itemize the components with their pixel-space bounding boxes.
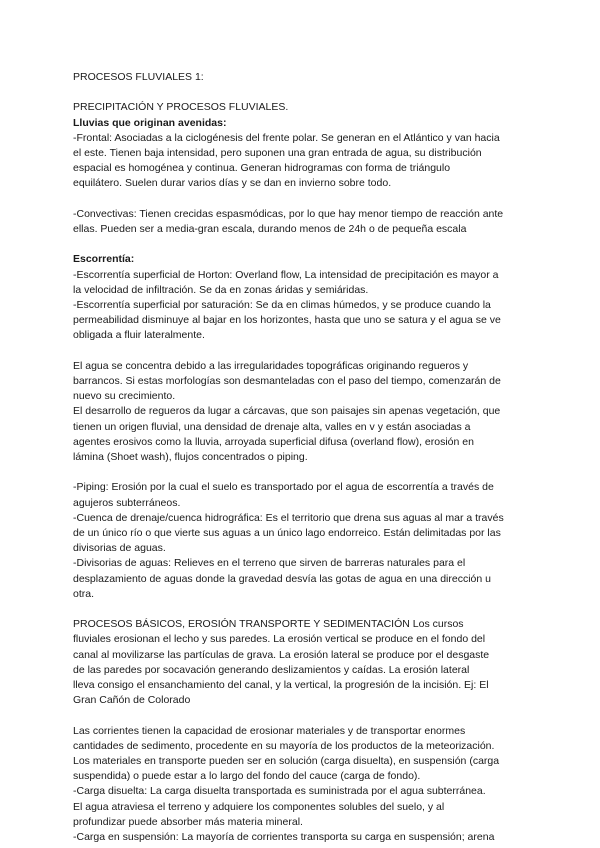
text-line: -Escorrentía superficial de Horton: Overland flow, La intensidad de precipitación es mayor a (73, 268, 499, 281)
text-line: el este. Tienen baja intensidad, pero suponen una gran entrada de agua, su distribución (73, 147, 482, 159)
text-line: El agua atraviesa el terreno y adquiere los componentes solubles del suelo, y al (73, 800, 445, 813)
text-line: -Convectivas: Tienen crecidas espasmódicas, por lo que hay menor tiempo de reacción ante (73, 207, 504, 220)
paragraph-corrientes (73, 724, 533, 846)
text-line: profundizar puede absorber más materia mineral. (73, 815, 303, 828)
text-line: barrancos. Si estas morfologías son desmanteladas con el paso del tiempo, comenzarán de (73, 375, 501, 387)
text-line: divisorias de aguas. (73, 542, 166, 555)
document-title: PROCESOS FLUVIALES 1: (73, 71, 204, 83)
text-line: nuevo su crecimiento. (73, 390, 176, 403)
text-line: -Carga en suspensión: La mayoría de corrientes transporta su carga en suspensión; arena (73, 831, 495, 844)
text-line: agentes erosivos como la lluvia, arroyada superficial difusa (overland flow), erosión en (73, 435, 474, 448)
paragraph-agua (73, 359, 533, 465)
text-line: espacial es homogénea y continua. Generan hidrogramas con forma de triángulo (73, 162, 451, 175)
text-line: -Carga disuelta: La carga disuelta transportada es suministrada por el agua subterránea. (73, 785, 486, 798)
text-line: lámina (Shoet wash), flujos concentrados o piping. (73, 451, 308, 464)
text-line: PROCESOS BÁSICOS, EROSIÓN TRANSPORTE Y SEDIMENTACIÓN Los cursos (73, 618, 464, 631)
text-line: cantidades de sedimento, procedente en su mayoría de los productos de la meteorización. (73, 739, 495, 752)
text-line: lleva consigo el ensanchamiento del canal, y la vertical, la progresión de la incisión. Ej: El (73, 679, 489, 692)
text-line: -Escorrentía superficial por saturación: Se da en climas húmedos, y se produce cuando la (73, 299, 491, 311)
text-line: -Divisorias de aguas: Relieves en el terreno que sirven de barreras naturales para el (73, 557, 466, 570)
text-line: suspendida) o puede estar a lo largo del fondo del cauce (carga de fondo). (73, 770, 421, 783)
text-line: -Piping: Erosión por la cual el suelo es transportado por el agua de escorrentía a través de (73, 481, 494, 494)
text-line: Gran Cañón de Colorado (73, 694, 191, 707)
text-line: otra. (73, 587, 95, 600)
subheading-lluvias: Lluvias que originan avenidas: (73, 116, 227, 129)
text-line: canal al movilizarse las partículas de grava. La erosión lateral se produce por el desgaste (73, 648, 490, 661)
text-line: tienen un origen fluvial, una densidad de drenaje alta, valles en v y están asociadas a (73, 420, 471, 433)
text-line: de las paredes por socavación generando deslizamientos y caídas. La erosión lateral (73, 663, 470, 676)
text-line: El agua se concentra debido a las irregularidades topográficas originando regueros y (73, 359, 469, 372)
paragraph-escorrentia (73, 268, 533, 344)
text-line: desplazamiento de aguas donde la gravedad desvía las gotas de agua en una dirección u (73, 572, 491, 585)
text-line: la velocidad de infiltración. Se da en zonas áridas y semiáridas. (73, 283, 369, 296)
text-line: -Frontal: Asociadas a la ciclogénesis del frente polar. Se generan en el Atlántico y van hacia (73, 131, 500, 144)
text-line: Las corrientes tienen la capacidad de erosionar materiales y de transportar enormes (73, 724, 466, 737)
document-page (73, 70, 533, 845)
text-line: equilátero. Suelen durar varios días y se dan en invierno sobre todo. (73, 177, 392, 190)
text-line: obligada a fluir lateralmente. (73, 329, 205, 342)
paragraph-frontal (73, 131, 533, 192)
text-line: permeabilidad disminuye al bajar en los horizontes, hasta que uno se satura y el agua se ve (73, 314, 501, 327)
text-line: -Cuenca de drenaje/cuenca hidrográfica: Es el territorio que drena sus aguas al mar a través (73, 511, 504, 524)
paragraph-convectivas (73, 207, 533, 237)
text-line: ellas. Pueden ser a media-gran escala, durando menos de 24h o de pequeña escala (73, 223, 467, 235)
subheading-escorrentia: Escorrentía: (73, 253, 135, 266)
text-line: agujeros subterráneos. (73, 496, 181, 509)
text-line: de un único río o que vierte sus aguas a un único lago endorreico. Están delimitadas por las (73, 527, 501, 540)
text-line: El desarrollo de regueros da lugar a cárcavas, que son paisajes sin apenas vegetación, que (73, 405, 501, 418)
paragraph-procesos-basicos (73, 617, 533, 708)
paragraph-piping (73, 480, 533, 602)
text-line: fluviales erosionan el lecho y sus paredes. La erosión vertical se produce en el fondo del (73, 633, 486, 646)
text-line: Los materiales en transporte pueden ser en solución (carga disuelta), en suspensión (carga (73, 755, 500, 768)
section-heading-precipitacion: PRECIPITACIÓN Y PROCESOS FLUVIALES. (73, 101, 289, 114)
